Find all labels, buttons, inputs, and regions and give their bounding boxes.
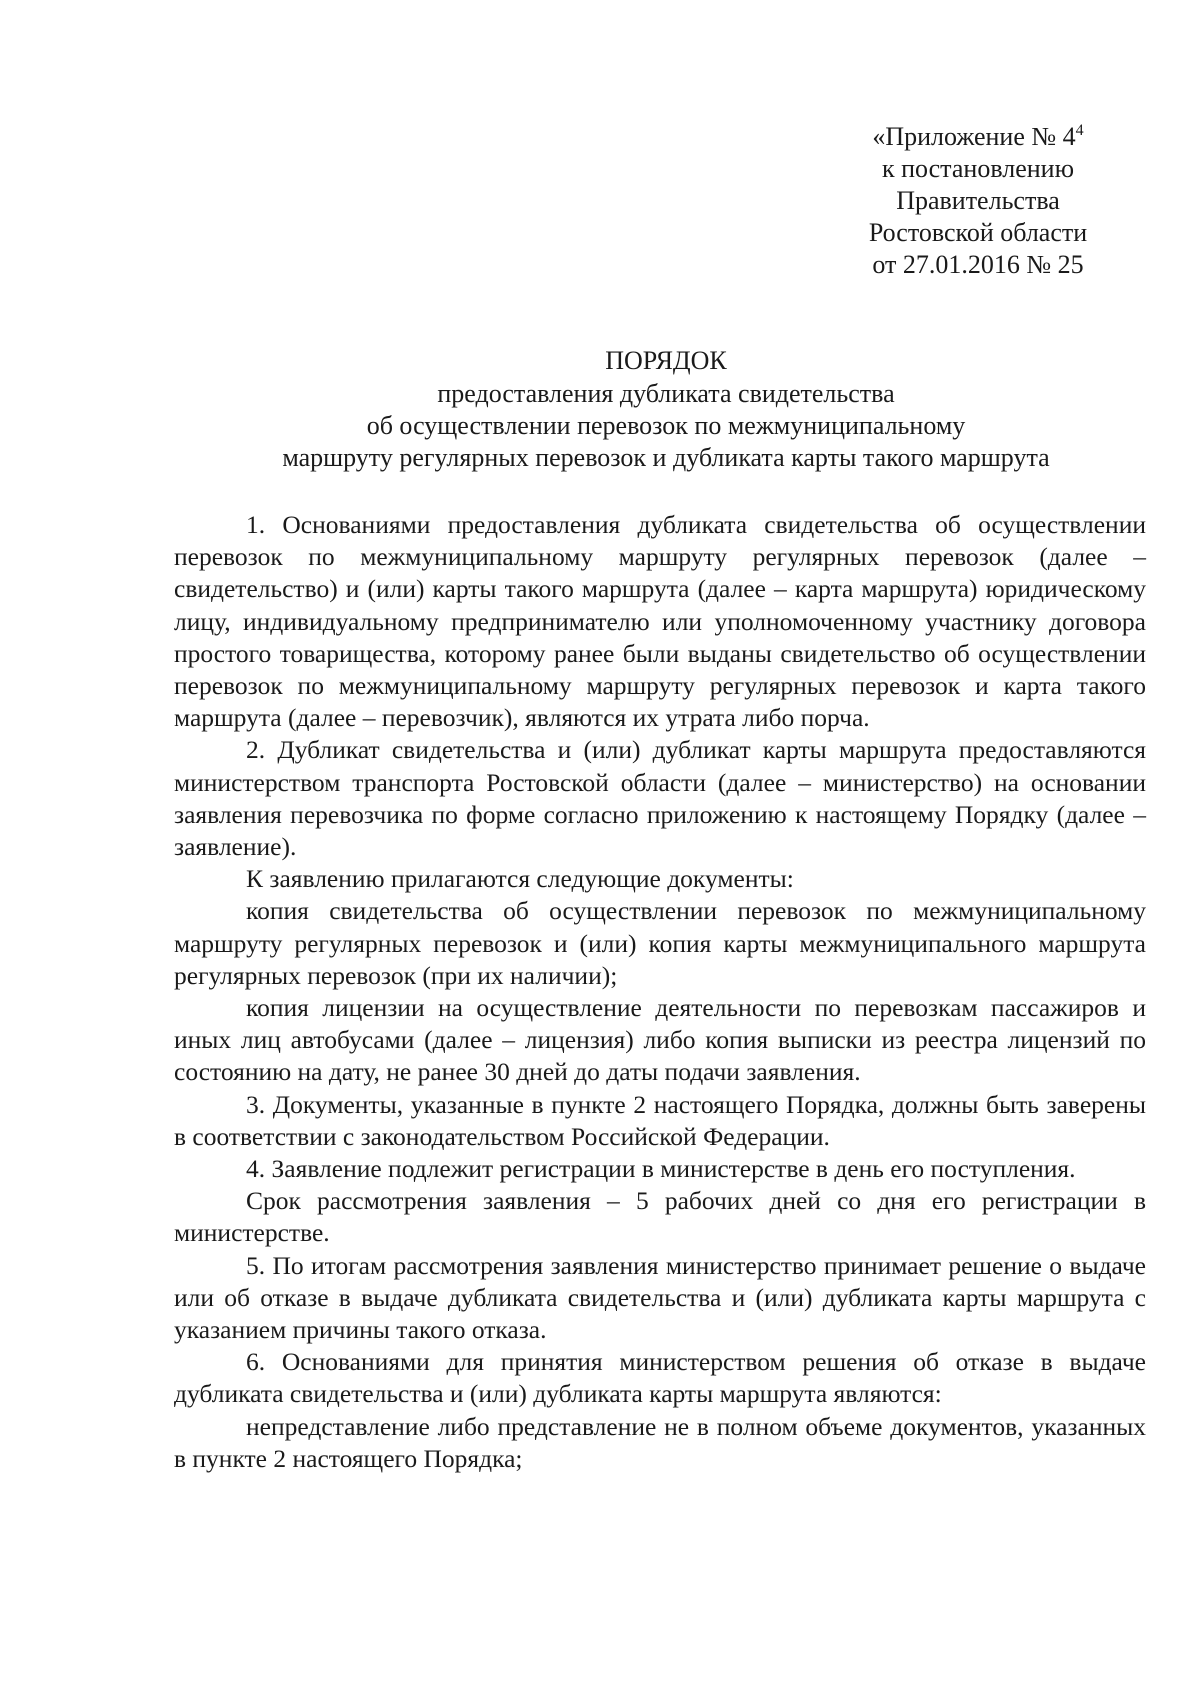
- paragraph-attachments-intro: К заявлению прилагаются следующие документы:: [246, 864, 794, 894]
- paragraph-4: 4. Заявление подлежит регистрации в министерстве в день его поступления.: [246, 1154, 1076, 1184]
- appendix-title: «Приложение № 4: [872, 122, 1076, 151]
- appendix-line-1: [858, 121, 1098, 153]
- document-subtitle-line-2: об осуществлении перевозок по межмуниципальному: [366, 411, 966, 440]
- paragraph-3: 3. Документы, указанные в пункте 2 настоящего Порядка, должны быть заверены в соответствии с законодательством Российской Федерации.: [174, 1089, 1146, 1151]
- paragraph-attachment-certificate-copy: копия свидетельства об осуществлении перевозок по межмуниципальному маршруту регулярных перевозок и (или) копия карты межмуниципального маршрута регулярных перевозок (при их наличии);: [174, 896, 1146, 990]
- appendix-superscript: 4: [1075, 122, 1084, 139]
- document-body: [174, 509, 1146, 1475]
- document-subtitle-line-3: маршруту регулярных перевозок и дубликата карты такого маршрута: [282, 443, 1050, 472]
- paragraph-1: 1. Основаниями предоставления дубликата свидетельства об осуществлении перевозок по межмуниципальному маршруту регулярных перевозок (далее – свидетельство) и (или) карты такого маршрута (далее – карта маршрута) юридическому лицу, индивидуальному предпринимателю или уполномоченному участнику договора простого товарищества, которому ранее были выданы свидетельство об осуществлении перевозок по межмуниципальному маршруту регулярных перевозок и карта такого маршрута (далее – перевозчик), являются их утрата либо порча.: [174, 510, 1146, 733]
- appendix-line-5: от 27.01.2016 № 25: [872, 250, 1084, 279]
- paragraph-5: 5. По итогам рассмотрения заявления министерство принимает решение о выдаче или об отказе в выдаче дубликата свидетельства и (или) дубликата карты маршрута с указанием причины такого отказа.: [174, 1250, 1146, 1345]
- document-title: ПОРЯДОК: [605, 346, 727, 375]
- paragraph-attachment-license-copy: копия лицензии на осуществление деятельности по перевозкам пассажиров и иных лиц автобусами (далее – лицензия) либо копия выписки из реестра лицензий по состоянию на дату, не ранее 30 дней до даты подачи заявления.: [174, 993, 1146, 1087]
- paragraph-review-period: Срок рассмотрения заявления – 5 рабочих дней со дня его регистрации в министерстве.: [174, 1186, 1146, 1248]
- appendix-line-2: к постановлению: [881, 154, 1075, 183]
- appendix-line-4: Ростовской области: [868, 218, 1088, 247]
- paragraph-refusal-ground-1: непредставление либо представление не в полном объеме документов, указанных в пункте 2 настоящего Порядка;: [174, 1411, 1146, 1473]
- document-heading: [174, 344, 1158, 474]
- appendix-header: [858, 121, 1098, 281]
- paragraph-2: 2. Дубликат свидетельства и (или) дубликат карты маршрута предоставляются министерством транспорта Ростовской области (далее – министерство) на основании заявления перевозчика по форме согласно приложению к настоящему Порядку (далее – заявление).: [174, 735, 1146, 862]
- appendix-line-3: Правительства: [896, 186, 1060, 215]
- document-subtitle-line-1: предоставления дубликата свидетельства: [437, 379, 895, 408]
- paragraph-6: 6. Основаниями для принятия министерством решения об отказе в выдаче дубликата свидетельства и (или) дубликата карты маршрута являются:: [174, 1347, 1146, 1409]
